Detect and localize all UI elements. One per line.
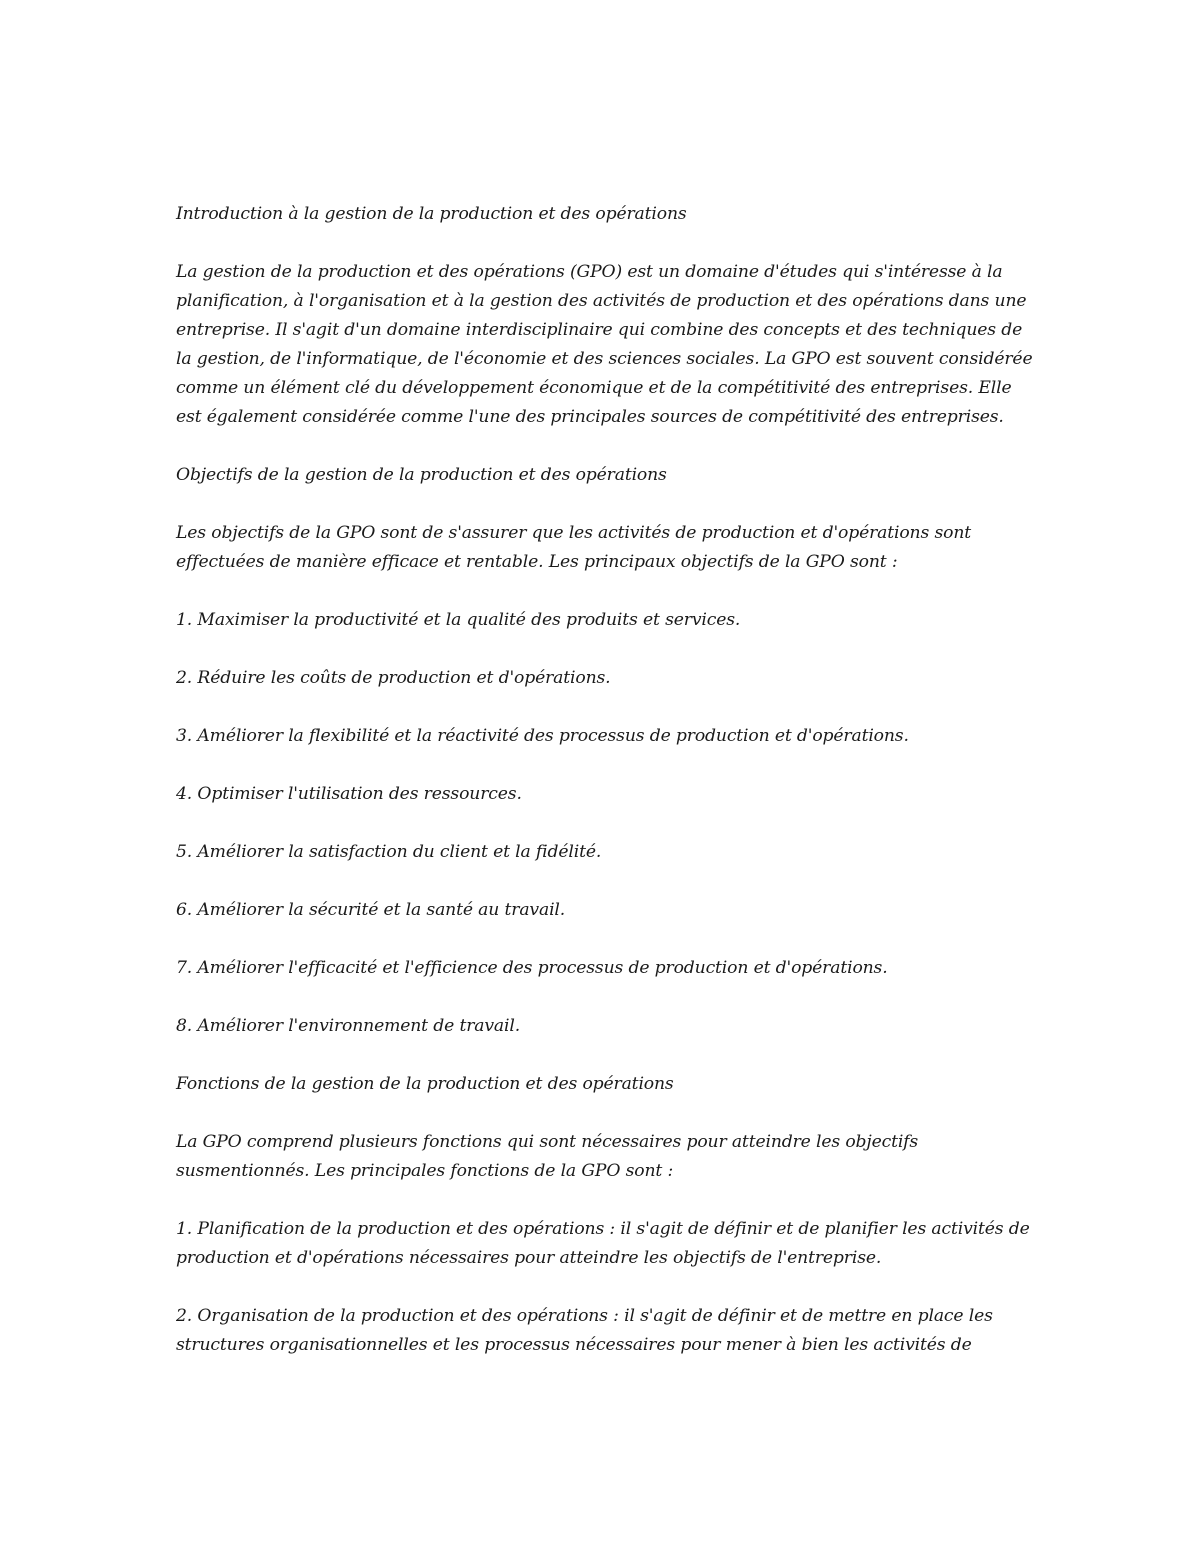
- objective-item: 4. Optimiser l'utilisation des ressources.: [176, 784, 522, 804]
- paragraph-objectives: Les objectifs de la GPO sont de s'assurer que les activités de production et d'opérations sont effectuées de manière efficace et rentable. Les principaux objectifs de la GPO sont :: [176, 523, 971, 572]
- objective-item: 8. Améliorer l'environnement de travail.: [176, 1016, 521, 1036]
- objective-item: 7. Améliorer l'efficacité et l'efficience des processus de production et d'opérations.: [176, 958, 888, 978]
- objective-item: 1. Maximiser la productivité et la qualité des produits et services.: [176, 610, 741, 630]
- paragraph-functions: La GPO comprend plusieurs fonctions qui sont nécessaires pour atteindre les objectifs susmentionnés. Les principales fonctions de la GPO sont :: [176, 1132, 919, 1181]
- function-item: 2. Organisation de la production et des opérations : il s'agit de définir et de mettre en place les structures organisationnelles et les processus nécessaires pour mener à bien les activités de: [176, 1306, 993, 1355]
- heading-objectives: Objectifs de la gestion de la production et des opérations: [176, 465, 667, 485]
- heading-functions: Fonctions de la gestion de la production et des opérations: [176, 1074, 674, 1094]
- heading-introduction: Introduction à la gestion de la production et des opérations: [176, 204, 687, 224]
- function-item: 1. Planification de la production et des opérations : il s'agit de définir et de planifier les activités de production et d'opérations nécessaires pour atteindre les objectifs de l'entreprise.: [176, 1219, 1030, 1268]
- objective-item: 5. Améliorer la satisfaction du client et la fidélité.: [176, 842, 602, 862]
- paragraph-introduction: La gestion de la production et des opérations (GPO) est un domaine d'études qui s'intéresse à la planification, à l'organisation et à la gestion des activités de production et des opérations dans une entreprise. Il s'agit d'un domaine interdisciplinaire qui combine des concepts et des techniques de la gestion, de l'informatique, de l'économie et des sciences sociales. La GPO est souvent considérée comme un élément clé du développement économique et de la compétitivité des entreprises. Elle est également considérée comme l'une des principales sources de compétitivité des entreprises.: [176, 262, 1033, 427]
- objective-item: 2. Réduire les coûts de production et d'opérations.: [176, 668, 611, 688]
- objective-item: 6. Améliorer la sécurité et la santé au travail.: [176, 900, 566, 920]
- objective-item: 3. Améliorer la flexibilité et la réactivité des processus de production et d'opérations.: [176, 726, 909, 746]
- document-body: [176, 200, 1036, 1389]
